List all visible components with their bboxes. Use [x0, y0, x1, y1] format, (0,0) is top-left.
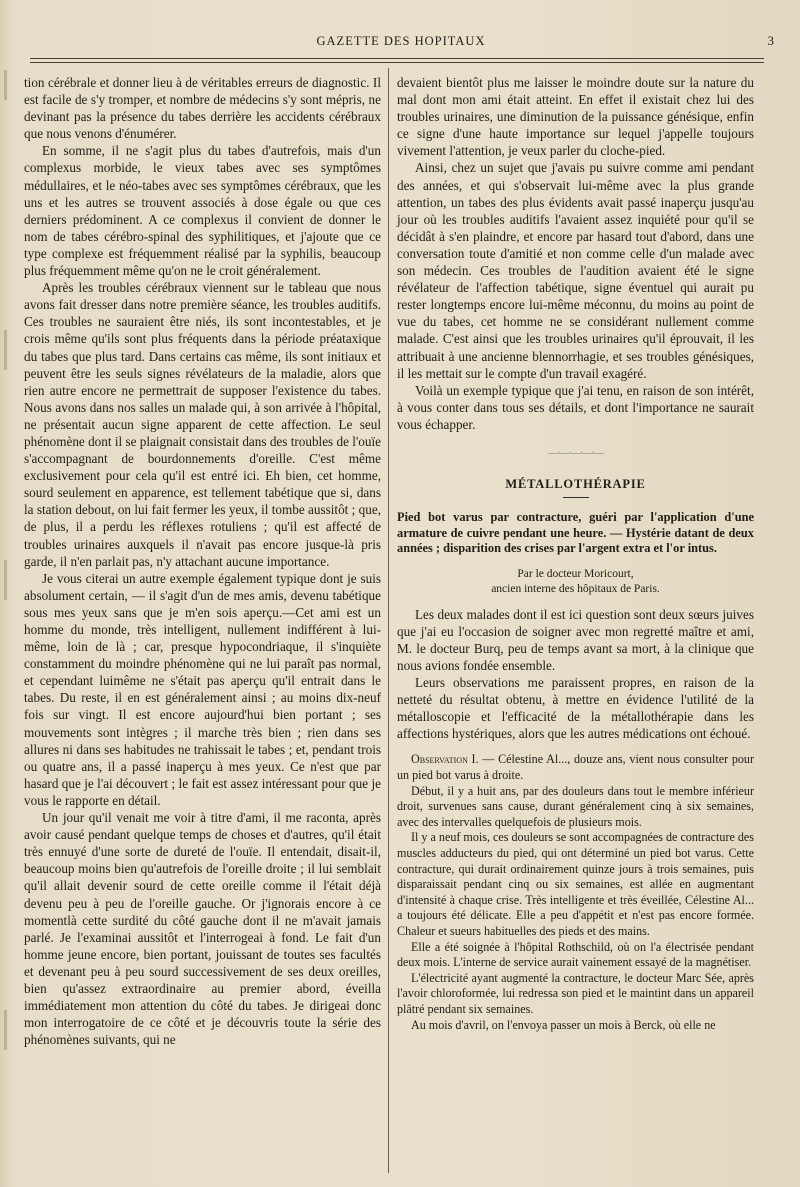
binding-mark [4, 1010, 7, 1050]
header-rule [30, 58, 764, 59]
column-divider [388, 68, 389, 1173]
paragraph: L'électricité ayant augmenté la contracture, le docteur Marc Sée, après l'avoir chloroformée, lui redressa son pied et le maintint dans un appareil plâtré pendant six semaines. [397, 970, 754, 1016]
observation-intro: — Célestine Al..., douze ans, vient nous consulter pour un pied bot varus à droite. [397, 752, 755, 782]
page-header [20, 30, 782, 56]
left-column [24, 74, 381, 1048]
paragraph: Leurs observations me paraissent propres, en raison de la netteté du résultat obtenu, à mettre en évidence l'utilité de la métalloscopie et l'efficacité de la métallothérapie dans les affections hystériques, alors que les autres médications ont échoué. [397, 675, 754, 742]
observation-heading [397, 752, 754, 783]
page-number: 3 [767, 33, 774, 48]
paragraph: Début, il y a huit ans, par des douleurs dans tout le membre inférieur droit, survenues sans cause, durant généralement cinq à six semaines, avec des intervalles quelquefois de plusieurs mois. [397, 783, 754, 829]
right-column [397, 74, 754, 1033]
section-separator: —·—·—·—·— [548, 447, 603, 459]
paragraph: Un jour qu'il venait me voir à titre d'ami, il me raconta, après avoir causé pendant quelque temps de choses et d'autres, qu'il était très ennuyé d'une sorte de dureté de l'ouïe. Il entendait, disait-il, beaucoup moins bien qu'autrefois de l'oreille droite ; il lui semblait qu'il allait devenir sourd de cette oreille comme il l'était déjà devenu peu à peu de l'oreille gauche. Or j'ignorais encore à ce momentlà cette surdité du côté gauche dont il ne m'avait jamais parlé. Je l'examinai aussitôt et l'interrogeai à fond. Le fait d'un homme jeune encore, bien portant, jouissant de toutes ses facultés et devenant peu à peu sourd successivement de ses deux oreilles, bien qu'assez extraordinaire au premier abord, éveilla immédiatement mon attention du côté du tabes. Je dirigeai donc mon interrogatoire de ce côté et je découvris toute la série des phénomènes suivants, qui ne [24, 810, 381, 1048]
observation-label: Observation I. [411, 752, 479, 767]
binding-mark [4, 70, 7, 100]
paragraph: Après les troubles cérébraux viennent sur le tableau que nous avons fait dresser dans notre première séance, les troubles auditifs. Ces troubles ne sauraient être niés, ils sont incontestables, et je crois même qu'ils sont plus fréquents dans la période préataxique du tabes que plus tard. Dans certains cas même, ils sont initiaux et peuvent être les seuls signes révélateurs de la maladie, alors que rien autre encore ne permettrait de supposer l'existence du tabes. Nous avons dans nos salles un malade qui, à son arrivée à l'hôpital, ne présentait aucun signe apparent de cette affection. Le seul phénomène dont il se plaignait consistait dans des troubles de l'ouïe s'accompagnant de bourdonnements d'oreille. C'est même exclusivement pour cela qu'il est entré ici. Eh bien, cet homme, sourd seulement en apparence, est tellement tabétique que si, dans la station debout, on lui fait fermer les yeux, il tombe aussitôt ; que, de plus, il a perdu les réflexes rotuliens ; qu'il est affecté de troubles urinaires auxquels il n'avait pas encore jusque-là pris garde, il n'en parlait pas, n'y attachant aucune importance. [24, 280, 381, 569]
observation-block [397, 752, 754, 1033]
article-byline [397, 567, 754, 597]
paragraph: En somme, il ne s'agit plus du tabes d'autrefois, mais d'un complexus morbide, le vieux tabes avec ses symptômes médullaires, et le néo-tabes avec ses symptômes cérébraux, que les uns et les autres se trouvent associés à dose égale ou que ces derniers prédominent. A ce complexus il convient de donner le nom de tabes cérébro-spinal des syphilitiques, et j'ajoute que ce type complexe est fréquemment réalisé par la syphilis, beaucoup plus fréquemment même qu'on ne le croit généralement. [24, 143, 381, 279]
paragraph: Je vous citerai un autre exemple également typique dont je suis absolument certain, — il s'agit d'un de mes amis, devenu tabétique sous mes yeux sans que je m'en sois aperçu.—Cet ami est un homme du monde, très intelligent, nullement indifférent à lui-même, loin de là ; car, presque hypocondriaque, il s'inquiète constamment du moindre phénomène qui ne lui paraît pas normal, et cependant luimême ne s'était pas aperçu qu'il entrait dans le tabes. Du reste, il en est généralement ainsi ; au moins dix-neuf fois sur vingt. Il est encore aujourd'hui bien portant ; ses mouvements sont intègres ; il marche très bien ; rien dans ses allures ni dans ses habitudes ne trahissait le tabes ; et, pendant trois ou quatre ans, il a passé inaperçu à mes yeux. Ce n'est que par hasard que je l'ai découvert ; le fait est assez intéressant pour que je vous le rapporte en détail. [24, 570, 381, 808]
page-title: GAZETTE DES HOPITAUX [316, 34, 486, 48]
paragraph: Les deux malades dont il est ici question sont deux sœurs juives que j'ai eu l'occasion de soigner avec mon regretté maître et ami, M. le docteur Burq, peu de temps avant sa mort, à la clinique que nous avions fondée ensemble. [397, 606, 754, 673]
paragraph: Il y a neuf mois, ces douleurs se sont accompagnées de contracture des muscles adducteurs du pied, qui ont déterminé un pied bot varus. Cette contracture, qui durait ordinairement quinze jours à trois semaines, puis disparaissait pendant cinq ou six semaines, est allée en augmentant d'intensité à chaque crise. Très intelligente et très éveillée, Célestine Al... a toujours été délicate. Elle a peu d'appétit et n'est pas encore formée. Chaleur et sueurs habituelles des pieds et des mains. [397, 830, 754, 938]
binding-mark [4, 330, 7, 370]
paragraph: Ainsi, chez un sujet que j'avais pu suivre comme ami pendant des années, et qui s'observait lui-même avec la plus grande attention, un tabes des plus évidents avait passé inaperçu jusqu'au jour où les troubles auditifs l'avaient assez inquiété pour qu'il se décidât à s'en plaindre, et encore par hasard tout d'abord, dans une conversation toute d'amitié et non comme celle d'un malade avec son médecin. Ces troubles de l'audition avaient été le signe révélateur de l'affection tabétique, signe éventuel qui aurait pu rester longtemps encore lui-même méconnu, du moins au point de vue du tabes, cet homme ne se considérant nullement comme malade. C'est ainsi que les troubles urinaires qu'il éprouvait, il les attribuait à une ancienne blennorrhagie, et ses troubles génésiques, il les mettait sur le compte d'un travail exagéré. [397, 160, 754, 381]
paragraph: devaient bientôt plus me laisser le moindre doute sur la nature du mal dont mon ami était atteint. En effet il existait chez lui des troubles urinaires, une diminution de la puissance génésique, enfin ce signe d'une haute importance sur lequel j'appelle toujours vivement l'attention, je veux parler du cloche-pied. [397, 75, 754, 159]
paragraph: tion cérébrale et donner lieu à de véritables erreurs de diagnostic. Il est facile de s'y tromper, et nombre de médecins s'y sont mépris, ne devinant pas la présence du tabes derrière les accidents cérébraux que nous venons d'énumérer. [24, 75, 381, 142]
paragraph: Au mois d'avril, on l'envoya passer un mois à Berck, où elle ne [411, 1017, 716, 1032]
paragraph: Voilà un exemple typique que j'ai tenu, en raison de son intérêt, à vous conter dans tous ses détails, et dont l'importance ne saurait vous échapper. [397, 382, 754, 432]
binding-mark [4, 560, 7, 600]
byline-author: Par le docteur Moricourt, [517, 567, 634, 580]
article-title: Pied bot varus par contracture, guéri par l'application d'une armature de cuivre pendant une heure. — Hystérie datant de deux années ; disparition des crises par l'argent extra et l'or intus. [397, 510, 754, 556]
header-rule [30, 62, 764, 63]
paragraph: Elle a été soignée à l'hôpital Rothschild, où on l'a électrisée pendant deux mois. L'interne de service aurait vainement essayé de la magnétiser. [397, 939, 754, 970]
byline-affiliation: ancien interne des hôpitaux de Paris. [491, 582, 660, 595]
section-title: MÉTALLOTHÉRAPIE [505, 477, 646, 492]
section-rule [563, 497, 589, 498]
